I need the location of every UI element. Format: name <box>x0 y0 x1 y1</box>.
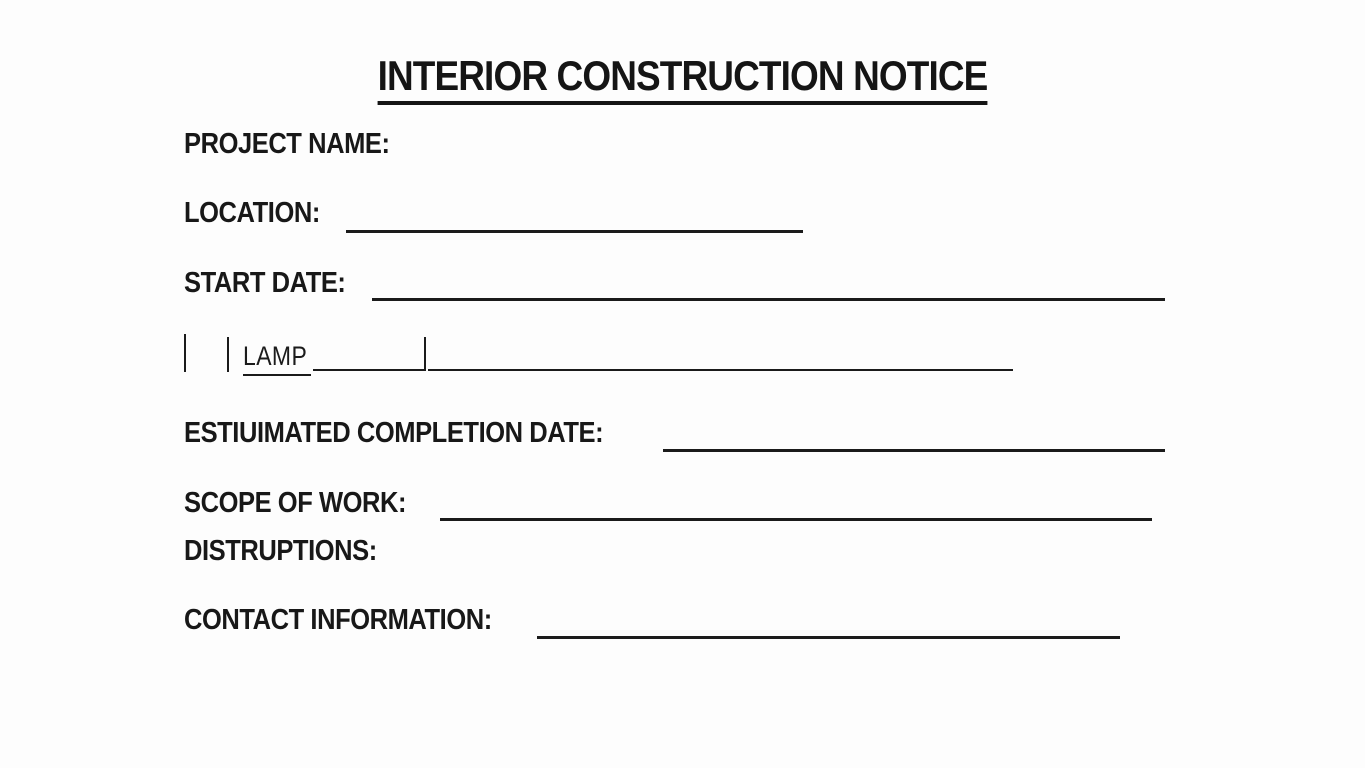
scope-of-work-blank-line[interactable] <box>440 488 1152 521</box>
pen-mark-bar-2 <box>227 337 229 372</box>
contact-information-blank-line[interactable] <box>537 606 1120 639</box>
contact-information-label: CONTACT INFORMATION: <box>184 604 492 636</box>
estimated-completion-date-label: ESTIUIMATED COMPLETION DATE: <box>184 417 604 449</box>
pen-mark-bar-3 <box>424 337 426 371</box>
estimated-completion-date-blank-line[interactable] <box>663 419 1165 452</box>
project-name-label: PROJECT NAME: <box>184 128 390 160</box>
annotation-long-blank-line[interactable] <box>428 340 1013 371</box>
lamp-annotation-text: LAMP <box>243 341 311 376</box>
start-date-blank-line[interactable] <box>372 268 1165 301</box>
disruptions-label: DISTRUPTIONS: <box>184 535 377 567</box>
location-label: LOCATION: <box>184 197 320 229</box>
scope-of-work-label: SCOPE OF WORK: <box>184 487 407 519</box>
pen-mark-bar-1 <box>184 334 186 372</box>
title-row <box>0 52 1365 105</box>
start-date-label: START DATE: <box>184 267 346 299</box>
location-blank-line[interactable] <box>346 200 803 233</box>
annotation-blank-segment[interactable] <box>313 340 425 371</box>
page-title: INTERIOR CONSTRUCTION NOTICE <box>378 52 988 105</box>
